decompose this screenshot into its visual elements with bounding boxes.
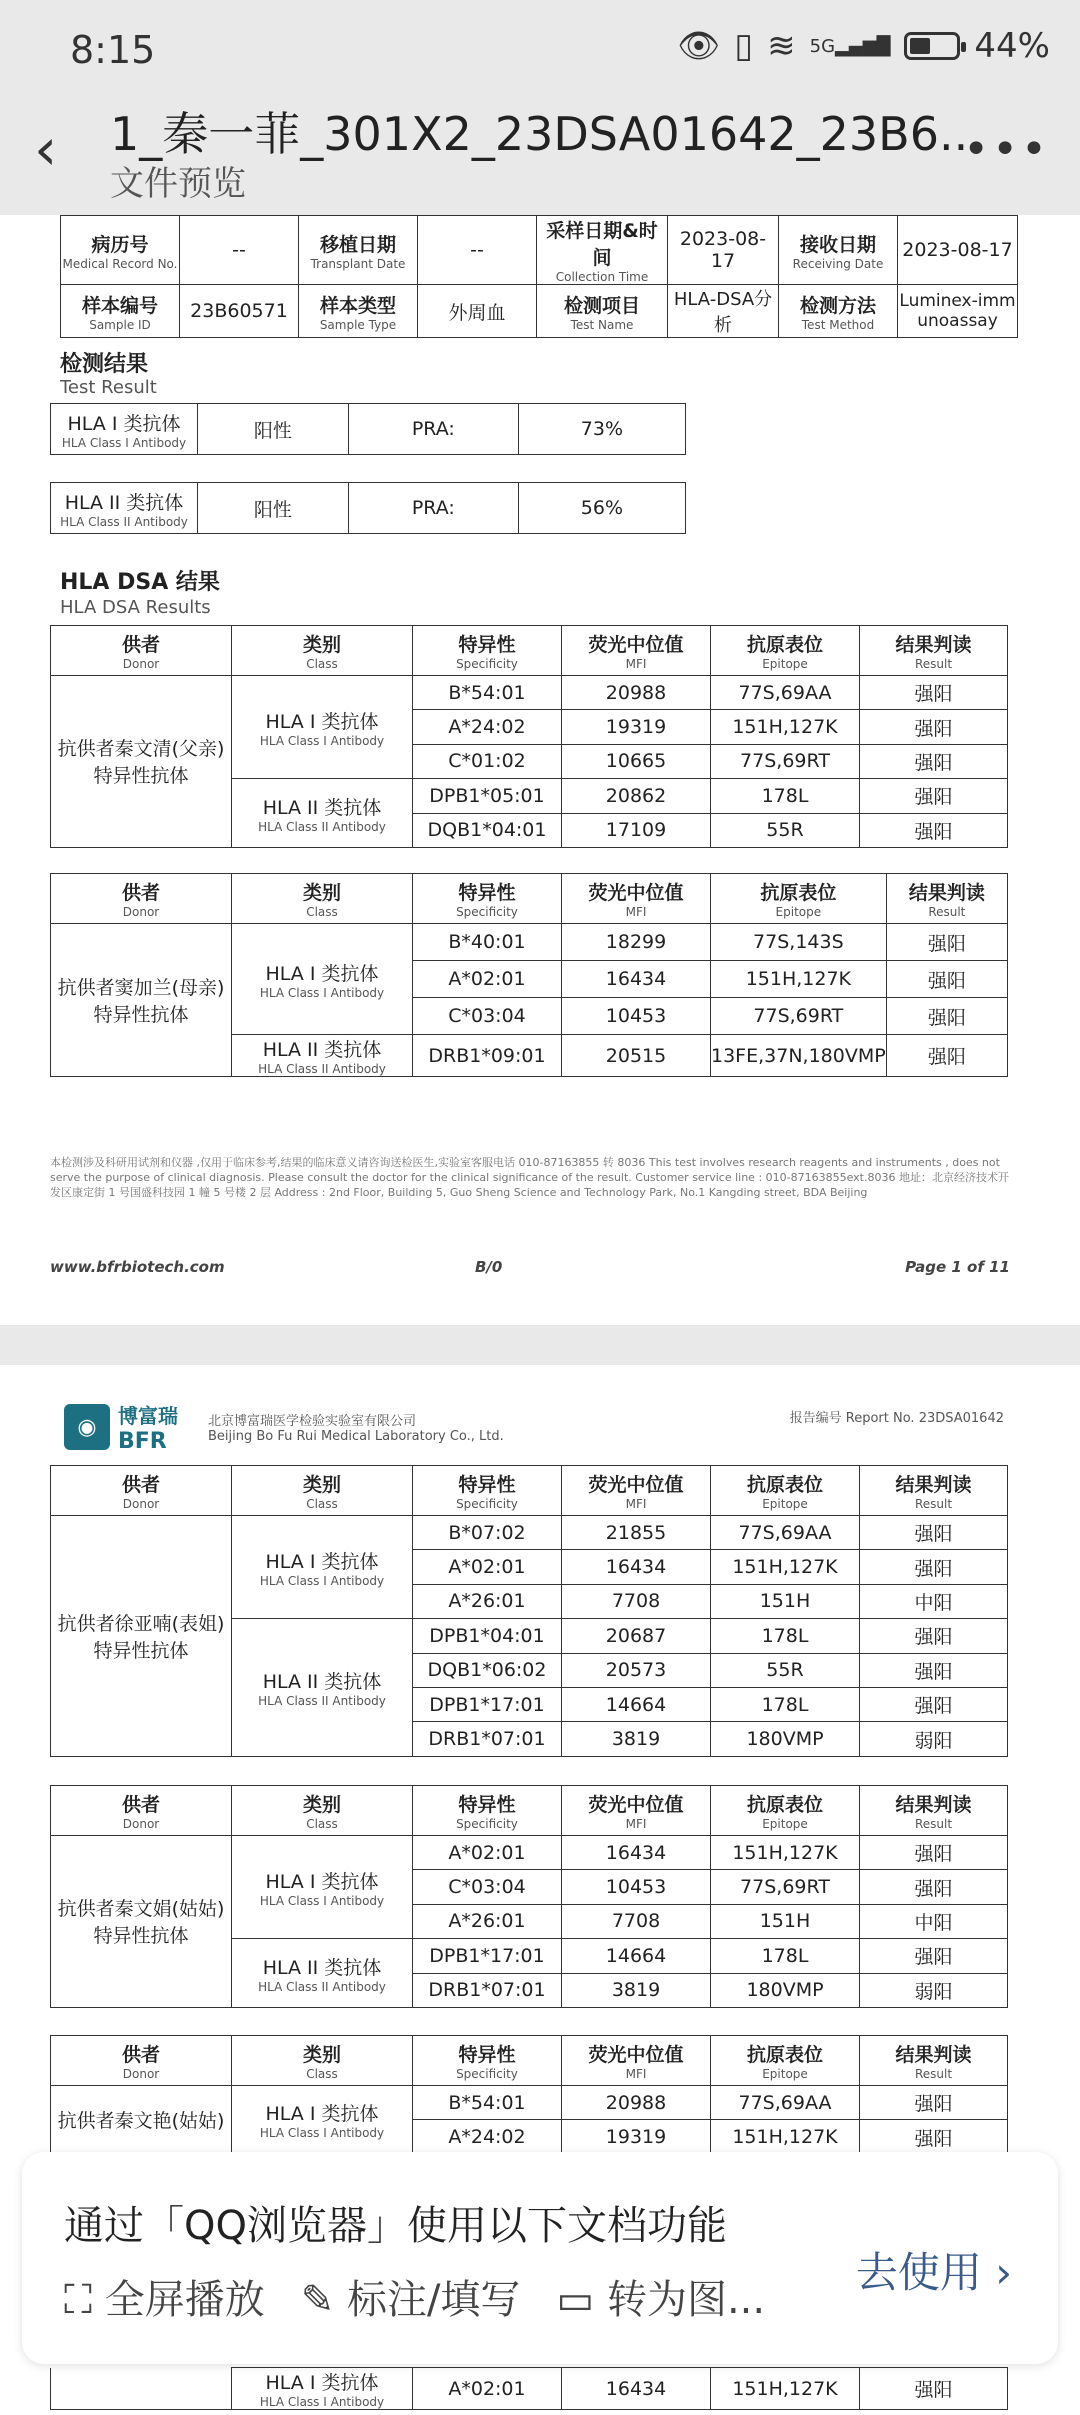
col-class: 类别 Class [232,1466,413,1516]
image-icon: ▭ [556,2277,607,2323]
cell: B*40:01 [413,924,562,961]
col-epitope: 抗原表位 Epitope [711,2036,860,2086]
cell: 强阳 [886,998,1007,1035]
vibrate-icon: ▯ [734,26,754,66]
cell: 强阳 [886,961,1007,998]
file-subtitle: 文件预览 [110,164,246,204]
cell: B*54:01 [413,676,562,710]
col-mfi: 荧光中位值 MFI [562,626,711,676]
cell: 151H,127K [711,710,860,744]
footnote: 本检测涉及科研用试剂和仪器 ,仅用于临床参考,结果的临床意义请咨询送检医生,实验室客服电话 010-87163855 转 8036 This test involves research reagents and instruments , does not serve the purpose of clinical diagnosis. Please consult the doctor for the clinical significance of the result. Customer service line : 010-87163855ext.8036 地址：北京经济技术开发区康定街 1 号国盛科技园 1 幢 5 号楼 2 层 Address : 2nd Floor, Building 5, Guo Sheng Science and Technology Park, No.1 Kangding street, BDA Beijing [50,1156,1009,1199]
cell: 强阳 [860,2086,1008,2120]
cell: 10665 [562,744,711,778]
cell: 151H [711,1584,860,1618]
cell: 弱阳 [860,1722,1008,1756]
dsa-title-en: HLA DSA Results [60,597,211,618]
bfr-logo-icon: ◉ [64,1404,110,1450]
cell: 14664 [562,1939,711,1973]
edit-icon: ✎ [300,2277,347,2323]
cell: 18299 [562,924,711,961]
col-class: 类别 Class [232,1786,413,1836]
cell: 中阳 [860,1584,1008,1618]
cell: 强阳 [860,2120,1008,2154]
cell: 77S,69RT [711,744,860,778]
cell: 3819 [562,1973,711,2007]
cell: A*02:01 [413,2368,562,2410]
table-row [51,1516,1008,1550]
cell: 强阳 [860,2368,1008,2410]
donor-cell: 抗供者窦加兰(母亲)特异性抗体 [51,924,232,1077]
more-icon[interactable]: ••• [963,124,1050,175]
cell: A*26:01 [413,1584,562,1618]
cell: B*54:01 [413,2086,562,2120]
col-specificity: 特异性 Specificity [413,874,562,924]
document-viewer[interactable] [0,215,1080,2409]
battery-icon [904,32,960,60]
table-row [51,924,1008,961]
report-number: 报告编号 Report No. 23DSA01642 [789,1411,1004,1426]
status-bar [0,0,1080,100]
donor-cell: 抗供者徐亚喃(表姐)特异性抗体 [51,1516,232,1757]
cell: 16434 [562,2368,711,2410]
fullscreen-icon: ⛶ [64,2277,105,2323]
cell: 178L [711,1687,860,1721]
cell: DRB1*07:01 [413,1722,562,1756]
cell: DPB1*04:01 [413,1619,562,1653]
cell: 强阳 [860,1836,1008,1870]
col-result: 结果判读 Result [860,2036,1008,2086]
col-donor: 供者 Donor [51,1466,232,1516]
qq-browser-banner [22,2152,1058,2364]
cell: 3819 [562,1722,711,1756]
cell: 21855 [562,1516,711,1550]
cell: 55R [711,813,860,847]
cell: 16434 [562,961,711,998]
cell: 16434 [562,1836,711,1870]
col-donor: 供者 Donor [51,626,232,676]
cell: 77S,69RT [711,1870,860,1904]
cell: C*03:04 [413,998,562,1035]
col-donor: 供者 Donor [51,1786,232,1836]
col-class: 类别 Class [232,874,413,924]
cell: 20573 [562,1653,711,1687]
cell: A*02:01 [413,1550,562,1584]
lab-logo: ◉ 博富瑞 BFR 北京博富瑞医学检验实验室有限公司 Beijing Bo Fu Rui Medical Laboratory Co., Ltd. [64,1400,504,1454]
col-epitope: 抗原表位 Epitope [711,1466,860,1516]
eye-icon: 👁 [677,26,721,66]
cell: 强阳 [860,779,1008,813]
donor-cell [51,2368,232,2410]
cell: 强阳 [860,1550,1008,1584]
cell: 20515 [562,1035,711,1077]
wifi-icon: ≋ [767,26,796,66]
cell: 10453 [562,998,711,1035]
col-result: 结果判读 Result [886,874,1007,924]
pra-table-class2: HLA II 类抗体 HLA Class II Antibody 阳性 PRA: 56% [50,482,686,534]
class-i-cell: HLA I 类抗体 HLA Class I Antibody [232,1516,413,1619]
cell: 20862 [562,779,711,813]
document-page-1: 病历号 Medical Record No. -- 移植日期 Transplant Date -- 采样日期&时间 Collection Time 2023-08-17 接收日期 Receiving Date 2023-08-17 样本编号 Sample ID 23B60571 样本类型 Sample Type 外周血 检测项目 Test Name HLA-DSA分析 检测方法 Test Method Luminex-immunoassay 检测结果 Test Result HLA I 类抗体 HLA Class I Antibody 阳性 PRA: 73% HLA II 类抗体 HLA Class II Antibody 阳性 PRA: 56% HLA DSA 结果 HLA DSA Results 供者 Donor 类别 Class 特异性 Specificity 荧光中位值 MFI 抗原表位 Epitope 结果判读 Result 抗供者秦文清(父亲)特异性抗体 HLA I 类抗体 HLA Class I Antibody B*54:01 20988 77S,69AA 强阳 A*24:02 19319 151H,127K 强阳 C*01:02 10665 77S,69RT 强阳 HLA II 类抗体 HLA Class II Antibody DPB1*05:01 20862 178L 强阳 DQB1*04:01 17109 55R 强阳 供者 Donor 类别 Class 特异性 Specificity 荧光中位值 MFI 抗原表位 Epitope 结果判读 Result 抗供者窦加兰(母亲)特异性抗体 HLA I 类抗体 HLA Class I Antibody B*40:01 18299 77S,143S 强阳 A*02:01 16434 151H,127K 强阳 C*03:04 10453 77S,69RT 强阳 HLA II 类抗体 HLA Class II Antibody DRB1*09:01 20515 13FE,37N,180VMP 强阳 本检测涉及科研用试剂和仪器 ,仅用于临床参考,结果的临床意义请咨询送检医生,实验室客服电话 010-87163855 转 8036 This test involves research reagents and instruments , does not serve the purpose of clinical diagnosis. Please consult the doctor for the clinical significance of the result. Customer service line : 010-87163855ext.8036 地址：北京经济技术开发区康定街 1 号国盛科技园 1 幢 5 号楼 2 层 Address : 2nd Floor, Building 5, Guo Sheng Science and Technology Park, No.1 Kangding street, BDA Beijing www.bfrbiotech.com B/0 Page 1 of 11 [0,215,1080,1325]
cell: 180VMP [711,1973,860,2007]
col-specificity: 特异性 Specificity [413,626,562,676]
table-row [51,2368,1008,2410]
cell: 20687 [562,1619,711,1653]
cell: DQB1*04:01 [413,813,562,847]
cell: A*26:01 [413,1904,562,1938]
class-i-cell: HLA I 类抗体 HLA Class I Antibody [232,924,413,1035]
cell: 77S,69AA [711,2086,860,2120]
cell: DPB1*17:01 [413,1939,562,1973]
cell: A*02:01 [413,961,562,998]
banner-title: 通过「QQ浏览器」使用以下文档功能 [64,2203,727,2249]
cell: 151H,127K [711,1836,860,1870]
cell: 14664 [562,1687,711,1721]
annotate-feature[interactable]: ✎ 标注/填写 [300,2277,521,2323]
donor-cell: 抗供者秦文艳(姑姑) [51,2086,232,2155]
pra-table-class1: HLA I 类抗体 HLA Class I Antibody 阳性 PRA: 73% [50,403,686,455]
col-epitope: 抗原表位 Epitope [711,1786,860,1836]
cell: 19319 [562,710,711,744]
cell: 强阳 [860,744,1008,778]
cell: C*03:04 [413,1870,562,1904]
cell: 强阳 [860,813,1008,847]
cell: 151H,127K [711,961,887,998]
fullscreen-feature[interactable]: ⛶ 全屏播放 [64,2277,265,2323]
col-mfi: 荧光中位值 MFI [562,874,711,924]
cell: 20988 [562,2086,711,2120]
cell: 强阳 [860,1619,1008,1653]
col-specificity: 特异性 Specificity [413,1786,562,1836]
class-i-cell: HLA I 类抗体 HLA Class I Antibody [232,1836,413,1939]
cell: 180VMP [711,1722,860,1756]
cell: 弱阳 [860,1973,1008,2007]
dsa-title: HLA DSA 结果 [60,570,220,595]
donor-cell: 抗供者秦文娟(姑姑)特异性抗体 [51,1836,232,2008]
cell: B*07:02 [413,1516,562,1550]
cell: A*24:02 [413,2120,562,2154]
col-epitope: 抗原表位 Epitope [711,626,860,676]
col-class: 类别 Class [232,626,413,676]
cell: 7708 [562,1584,711,1618]
battery-percent: 44% [974,26,1050,66]
class-i-cell: HLA I 类抗体 HLA Class I Antibody [232,2086,413,2155]
cell: 17109 [562,813,711,847]
cell: DRB1*07:01 [413,1973,562,2007]
cell: 151H [711,1904,860,1938]
file-title: 1_秦一菲_301X2_23DSA01642_23B6... [110,107,983,161]
col-epitope: 抗原表位 Epitope [711,874,887,924]
cell: 178L [711,1619,860,1653]
class-ii-cell: HLA II 类抗体 HLA Class II Antibody [232,1939,413,2008]
cell: 中阳 [860,1904,1008,1938]
class-ii-cell: HLA II 类抗体 HLA Class II Antibody [232,1619,413,1757]
class-i-cell: HLA I 类抗体 HLA Class I Antibody [232,2368,413,2410]
col-donor: 供者 Donor [51,874,232,924]
cell: 13FE,37N,180VMP [711,1035,887,1077]
cell: 强阳 [860,676,1008,710]
go-use-button[interactable]: 去使用 › [855,2248,1012,2297]
cell: 77S,69AA [711,1516,860,1550]
col-class: 类别 Class [232,2036,413,2086]
col-mfi: 荧光中位值 MFI [562,1466,711,1516]
cell: 强阳 [886,1035,1007,1077]
app-header [0,90,1080,215]
table-row [51,2086,1008,2120]
cell: 77S,143S [711,924,887,961]
cell: 151H,127K [711,2120,860,2154]
col-result: 结果判读 Result [860,1466,1008,1516]
col-result: 结果判读 Result [860,626,1008,676]
cell: 强阳 [860,710,1008,744]
cell: 7708 [562,1904,711,1938]
cell: 强阳 [860,1939,1008,1973]
cell: 强阳 [860,1870,1008,1904]
col-specificity: 特异性 Specificity [413,1466,562,1516]
cell: 16434 [562,1550,711,1584]
cell: 20988 [562,676,711,710]
signal-icon: 5G▂▄▆█ [809,35,891,57]
cell: 强阳 [860,1516,1008,1550]
cell: A*02:01 [413,1836,562,1870]
cell: 151H,127K [711,2368,860,2410]
cell: 19319 [562,2120,711,2154]
col-donor: 供者 Donor [51,2036,232,2086]
chevron-right-icon: › [995,2248,1012,2297]
status-time: 8:15 [70,28,156,72]
cell: 10453 [562,1870,711,1904]
col-result: 结果判读 Result [860,1786,1008,1836]
table-row [51,1836,1008,1870]
info-table: 病历号 Medical Record No. -- 移植日期 Transplant Date -- 采样日期&时间 Collection Time 2023-08-17 接收日期 Receiving Date 2023-08-17 样本编号 Sample ID 23B60571 样本类型 Sample Type 外周血 检测项目 Test Name HLA-DSA分析 检测方法 Test Method Luminex-immunoassay [60,215,1018,338]
cell: A*24:02 [413,710,562,744]
cell: 178L [711,779,860,813]
cell: DPB1*05:01 [413,779,562,813]
convert-image-feature[interactable]: ▭ 转为图... [556,2277,766,2323]
col-mfi: 荧光中位值 MFI [562,1786,711,1836]
cell: 77S,69RT [711,998,887,1035]
cell: 77S,69AA [711,676,860,710]
cell: C*01:02 [413,744,562,778]
cell: DPB1*17:01 [413,1687,562,1721]
donor-cell: 抗供者秦文清(父亲)特异性抗体 [51,676,232,848]
cell: 强阳 [860,1653,1008,1687]
table-row [51,676,1008,710]
col-mfi: 荧光中位值 MFI [562,2036,711,2086]
class-ii-cell: HLA II 类抗体 HLA Class II Antibody [232,779,413,848]
cell: DQB1*06:02 [413,1653,562,1687]
cell: DRB1*09:01 [413,1035,562,1077]
test-result-title-en: Test Result [60,377,157,398]
cell: 178L [711,1939,860,1973]
cell: 强阳 [860,1687,1008,1721]
cell: 151H,127K [711,1550,860,1584]
cell: 强阳 [886,924,1007,961]
back-arrow-icon[interactable]: ‹ [34,115,58,183]
cell: 55R [711,1653,860,1687]
class-ii-cell: HLA II 类抗体 HLA Class II Antibody [232,1035,413,1077]
status-icons [677,26,1050,66]
col-specificity: 特异性 Specificity [413,2036,562,2086]
test-result-title: 检测结果 [60,352,149,377]
class-i-cell: HLA I 类抗体 HLA Class I Antibody [232,676,413,779]
